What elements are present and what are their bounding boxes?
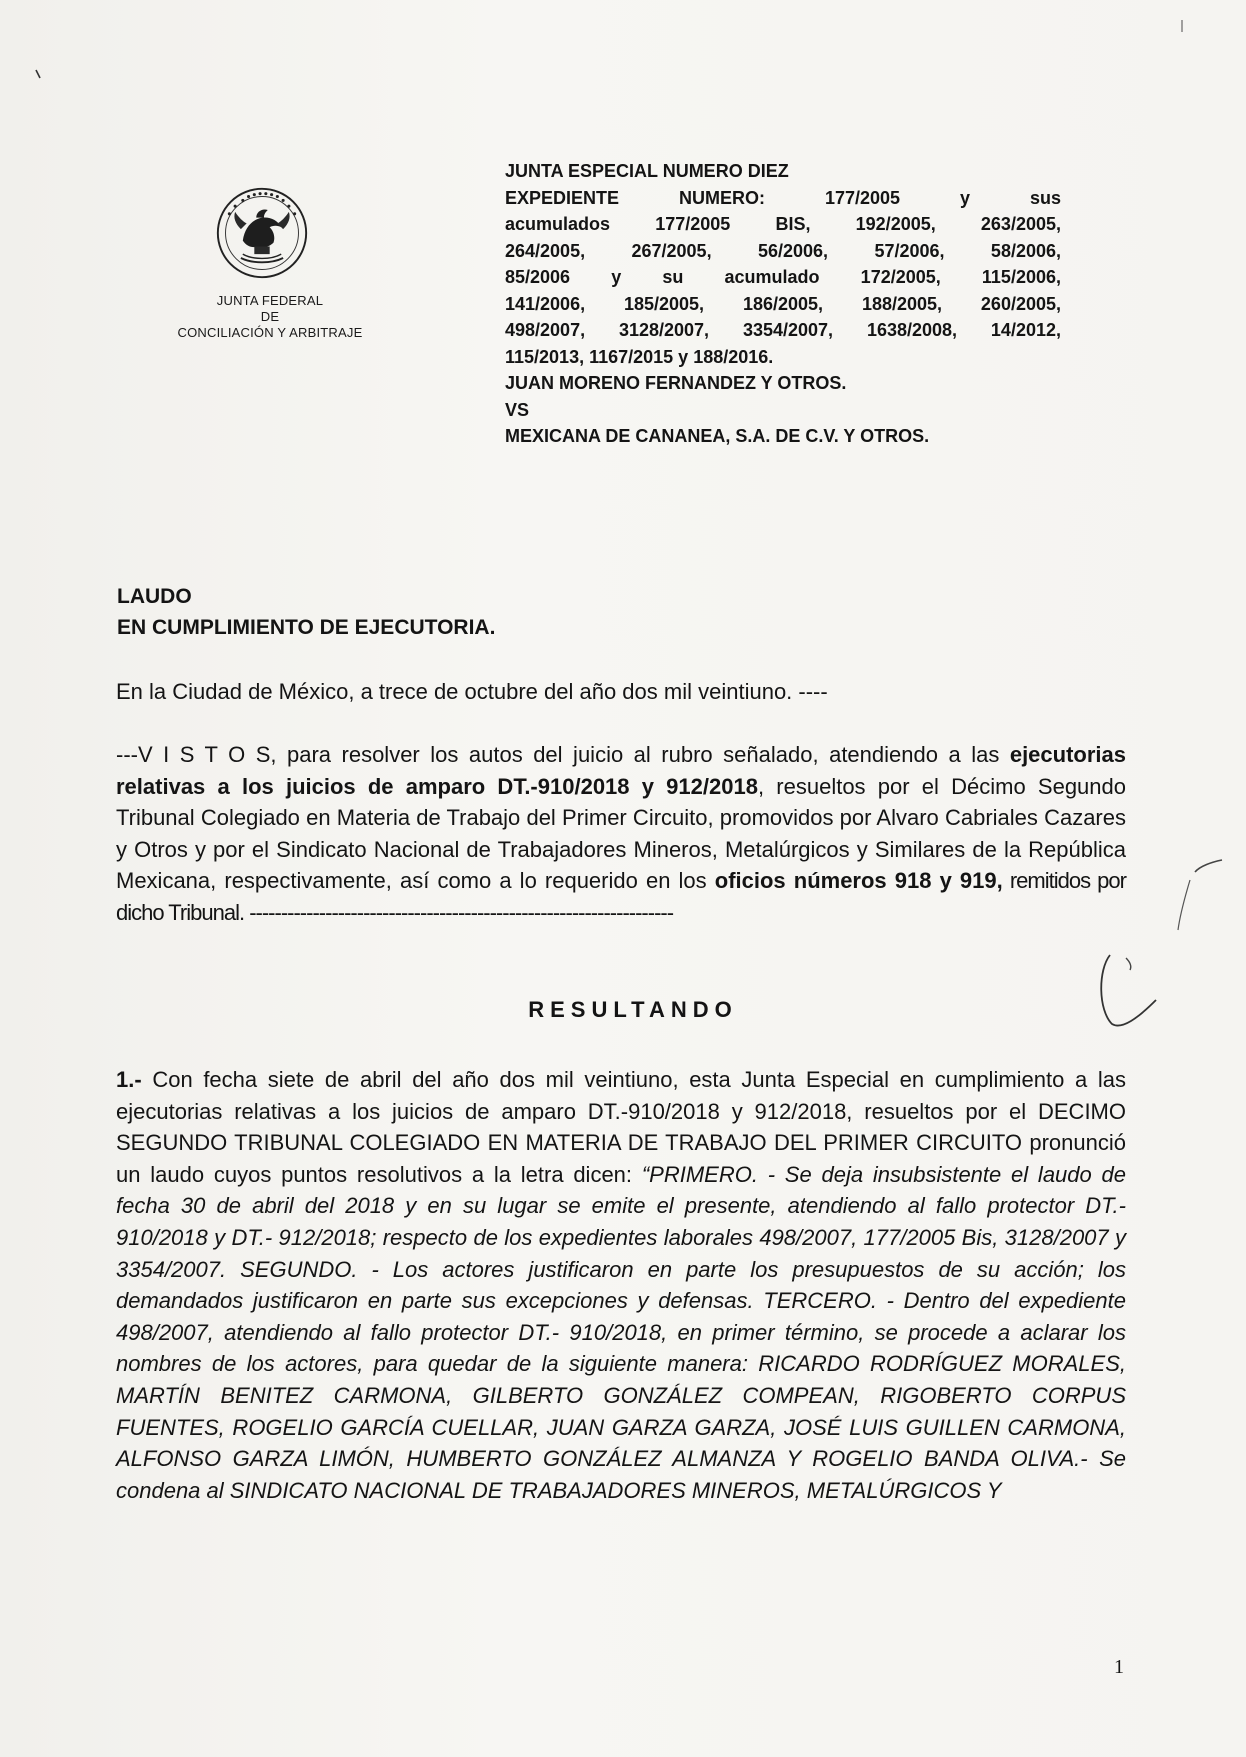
document-title (117, 581, 495, 643)
paragraph-1-quote: “PRIMERO. - Se deja insubsistente el laudo de fecha 30 de abril del 2018 y en su lugar se emite el presente, atendiendo al fallo protector DT.- 910/2018 y DT.- 912/2018; respecto de los expedientes laborales 498/2007, 177/2005 Bis, 3128/2007 y 3354/2007. SEGUNDO. - Los actores justificaron en parte los presupuestos de su acción; los demandados justificaron en parte sus excepciones y defensas. TERCERO. - Dentro del expediente 498/2007, atendiendo al fallo protector DT.- 910/2018, en primer término, se procede a aclarar los nombres de los actores, para quedar de la siguiente manera: RICARDO RODRÍGUEZ MORALES, MARTÍN BENITEZ CARMONA, GILBERTO GONZÁLEZ COMPEAN, RIGOBERTO CORPUS FUENTES, ROGELIO GARCÍA CUELLAR, JUAN GARZA GARZA, JOSÉ LUIS GUILLEN CARMONA, ALFONSO GARZA LIMÓN, HUMBERTO GONZÁLEZ ALMANZA Y ROGELIO BANDA OLIVA.- Se condena al SINDICATO NACIONAL DE TRABAJADORES MINEROS, METALÚRGICOS Y (116, 1161, 1127, 1503)
vistos-bold-1: ejecutorias relativas a los juicios de amparo DT.-910/2018 y 912/2018 (116, 742, 1126, 799)
paragraph-1-text: Con fecha siete de abril del año dos mil veintiuno, esta Junta Especial en cumplimiento a las ejecutorias relativas a los juicios de amparo DT.-910/2018 y 912/2018, resueltos por el DECIMO SEGUNDO TRIBUNAL COLEGIADO EN MATERIA DE TRABAJO DEL PRIMER CIRCUITO pronunció un laudo cuyos puntos resolutivos a la letra dicen: (116, 1067, 1126, 1187)
header-plaintiffs: JUAN MORENO FERNANDEZ Y OTROS. (505, 373, 847, 393)
header-board: JUNTA ESPECIAL NUMERO DIEZ (505, 161, 789, 181)
vistos-bold-2: oficios números 918 y 919, (714, 868, 1003, 894)
vistos-paragraph (116, 739, 1126, 929)
header-expediente-line-2: acumulados 177/2005 BIS, 192/2005, 263/2005, (505, 214, 1061, 234)
seal-line-3: CONCILIACIÓN Y ARBITRAJE (177, 325, 363, 340)
date-paragraph: En la Ciudad de México, a trece de octubre del año dos mil veintiuno. ---- (116, 679, 828, 704)
resultando-paragraph-1 (116, 1064, 1126, 1506)
institution-seal-block (150, 185, 390, 341)
header-expediente-line-6: 498/2007, 3128/2007, 3354/2007, 1638/2008, 14/2012, (505, 320, 1061, 340)
section-heading-resultando: RESULTANDO (528, 997, 738, 1022)
vistos-text-2: , resueltos por el Décimo Segundo Tribunal Colegiado en Materia de Trabajo del Primer Circuito, promovidos por Alvaro Cabriales Cazares y Otros y por el Sindicato Nacional de Trabajadores Mineros, Metalúrgicos y Similares de la República Mexicana, respectivamente, así como a lo requerido en los (116, 773, 1126, 894)
seal-line-1: JUNTA FEDERAL (216, 293, 324, 308)
header-versus: VS (505, 399, 530, 420)
title-line-2: EN CUMPLIMIENTO DE EJECUTORIA. (117, 616, 496, 639)
header-expediente-line-1: EXPEDIENTE NUMERO: 177/2005 y sus (505, 187, 1061, 208)
page-number: 1 (1114, 1656, 1124, 1678)
case-header (505, 158, 1061, 450)
header-expediente-last: 115/2013, 1167/2015 y 188/2016. (505, 346, 774, 367)
vistos-text-3: remitidos por dicho Tribunal. ------------------------------------------------------------------- (116, 868, 1126, 925)
paragraph-1-number: 1.- (116, 1067, 142, 1092)
vistos-text-1: ---V I S T O S, para resolver los autos del juicio al rubro señalado, atendiendo a las (116, 742, 1010, 767)
header-expediente-line-4: 85/2006 y su acumulado 172/2005, 115/2006, (505, 267, 1061, 287)
header-defendants: MEXICANA DE CANANEA, S.A. DE C.V. Y OTROS. (505, 426, 930, 446)
header-expediente-line-5: 141/2006, 185/2005, 186/2005, 188/2005, 260/2005, (505, 293, 1061, 314)
mexico-coat-of-arms-icon (214, 185, 310, 281)
header-expediente-line-3: 264/2005, 267/2005, 56/2006, 57/2006, 58/2006, (505, 240, 1061, 261)
title-line-1: LAUDO (117, 585, 192, 608)
seal-line-2: DE (260, 309, 280, 324)
